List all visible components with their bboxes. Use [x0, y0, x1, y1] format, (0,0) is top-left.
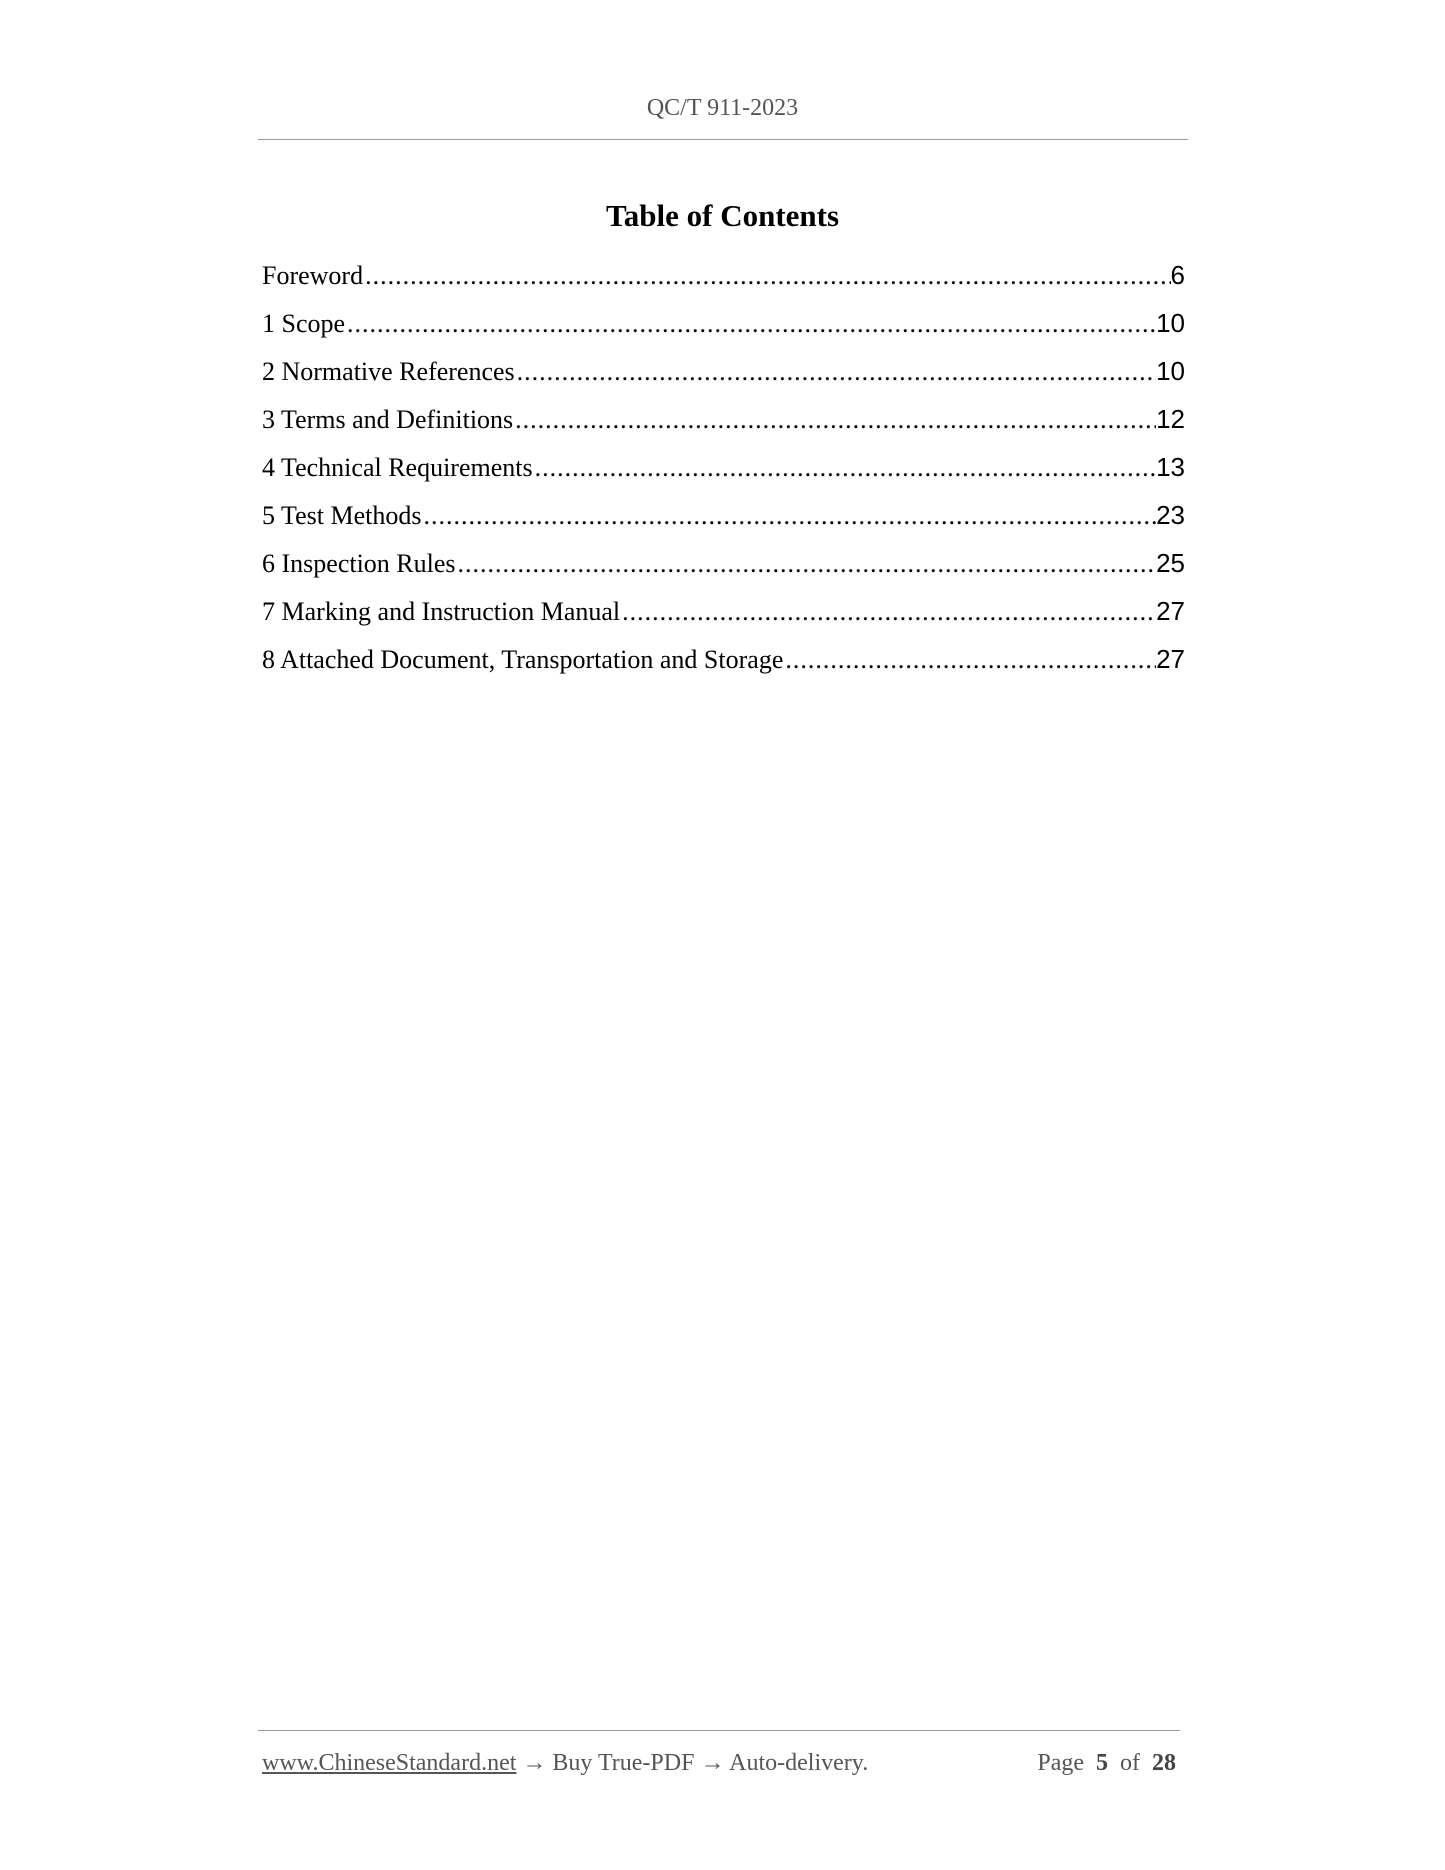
header-divider	[258, 139, 1188, 140]
toc-entry-marking-manual[interactable]	[262, 596, 1185, 644]
toc-leader-dots	[783, 645, 1156, 675]
toc-leader-dots	[345, 309, 1156, 339]
toc-entry-terms-definitions[interactable]	[262, 404, 1185, 452]
toc-entry-page: 25	[1156, 548, 1185, 578]
toc-title: Table of Contents	[605, 198, 840, 233]
toc-entry-label: 4 Technical Requirements	[262, 453, 533, 482]
toc-entry-page: 13	[1156, 452, 1185, 482]
toc-entry-inspection-rules[interactable]	[262, 548, 1185, 596]
toc-entry-page: 10	[1156, 308, 1185, 338]
toc-entry-label: 5 Test Methods	[262, 501, 422, 530]
website-link[interactable]: www.ChineseStandard.net	[262, 1750, 517, 1776]
toc-entry-label: 2 Normative References	[262, 357, 515, 386]
toc-leader-dots	[456, 549, 1157, 579]
toc-entry-label: 3 Terms and Definitions	[262, 405, 514, 434]
page-header-standard-code: QC/T 911-2023	[646, 95, 799, 121]
table-of-contents	[262, 260, 1185, 692]
toc-leader-dots	[533, 453, 1156, 483]
toc-leader-dots	[513, 405, 1156, 435]
toc-entry-page: 6	[1170, 260, 1185, 290]
toc-entry-page: 10	[1156, 356, 1185, 386]
toc-entry-label: 8 Attached Document, Transportation and Storage	[262, 645, 784, 674]
toc-leader-dots	[421, 501, 1156, 531]
toc-entry-label: 7 Marking and Instruction Manual	[262, 597, 621, 626]
toc-leader-dots	[620, 597, 1156, 627]
toc-entry-foreword[interactable]	[262, 260, 1185, 308]
toc-entry-test-methods[interactable]	[262, 500, 1185, 548]
toc-entry-technical-requirements[interactable]	[262, 452, 1185, 500]
page-total: 28	[1152, 1750, 1176, 1776]
toc-entry-page: 23	[1156, 500, 1185, 530]
toc-entry-attached-document[interactable]	[262, 644, 1185, 692]
toc-entry-page: 27	[1156, 644, 1185, 674]
toc-entry-label: 1 Scope	[262, 309, 346, 338]
toc-entry-label: 6 Inspection Rules	[262, 549, 456, 578]
arrow-right-icon: →	[700, 1750, 725, 1776]
toc-entry-page: 12	[1156, 404, 1185, 434]
buy-true-pdf-text: Buy True-PDF	[552, 1750, 695, 1776]
of-word: of	[1120, 1750, 1140, 1776]
page-current: 5	[1096, 1750, 1108, 1776]
toc-entry-page: 27	[1156, 596, 1185, 626]
page-word: Page	[1037, 1750, 1084, 1776]
arrow-right-icon: →	[522, 1750, 547, 1776]
toc-leader-dots	[515, 357, 1156, 387]
toc-leader-dots	[363, 261, 1170, 291]
page-number	[1037, 1750, 1176, 1777]
toc-entry-normative-references[interactable]	[262, 356, 1185, 404]
footer-divider	[258, 1730, 1180, 1731]
toc-entry-scope[interactable]	[262, 308, 1185, 356]
auto-delivery-text: Auto-delivery.	[729, 1750, 869, 1776]
toc-entry-label: Foreword	[262, 261, 364, 290]
footer-promo	[262, 1750, 868, 1777]
